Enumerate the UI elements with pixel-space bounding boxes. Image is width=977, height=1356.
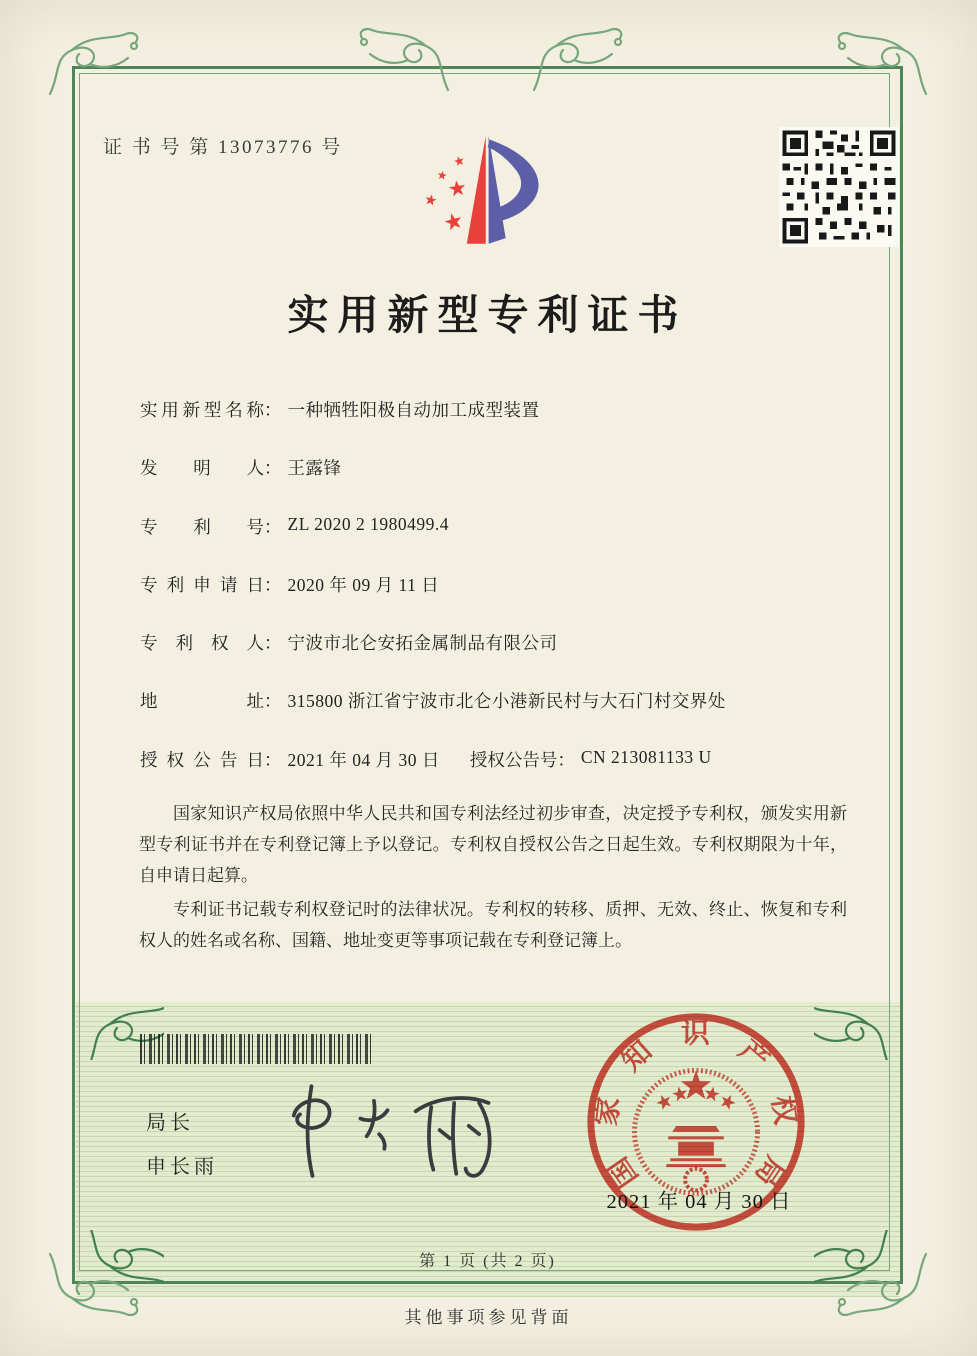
field-colon: ： [264, 633, 282, 654]
back-note: 其他事项参见背面 [404, 1308, 573, 1327]
qr-code [779, 127, 899, 247]
seal-arc-text: 国家知识产权局 [590, 1017, 802, 1194]
field-row-grant [140, 747, 852, 805]
field-value: 2020 年 09 月 11 日 [287, 574, 440, 595]
field-label: 专利号 [140, 516, 264, 537]
field-label: 地址 [140, 691, 264, 712]
legal-paragraph: 专利证书记载专利权登记时的法律状况。专利权的转移、质押、无效、终止、恢复和专利权人的姓名或名称、国籍、地址变更等事项记载在专利登记簿上。 [139, 900, 847, 951]
field-value: 宁波市北仑安拓金属制品有限公司 [287, 633, 558, 654]
field-label: 发明人 [140, 458, 264, 479]
field-colon: ： [264, 458, 282, 479]
field-colon: ： [264, 400, 282, 420]
panel-flourish-icon [814, 1004, 894, 1060]
field-colon: ： [264, 516, 282, 537]
barcode [140, 1034, 372, 1064]
field-value: 王露锋 [287, 458, 342, 479]
field-colon: ： [264, 749, 282, 770]
fields-block [140, 397, 852, 805]
corner-flourish-icon [46, 30, 146, 100]
field-row-patent-no [140, 514, 852, 572]
field-label: 授权公告日 [140, 749, 264, 770]
grant-date: 2021 年 04 月 30 日 [606, 1191, 792, 1213]
top-flourish-icon [530, 26, 630, 96]
field-colon: ： [264, 574, 282, 595]
field-label: 专利申请日 [140, 574, 264, 595]
legal-text-block [139, 798, 847, 960]
field-row-filing-date [140, 572, 852, 630]
field-label: 授权公告号 [469, 749, 558, 770]
commissioner-title: 局长 [146, 1112, 194, 1134]
field-label: 实用新型名称 [140, 400, 264, 420]
field-value: 2021 年 04 月 30 日 [287, 749, 440, 770]
corner-flourish-icon [830, 30, 930, 100]
field-value: 315800 浙江省宁波市北仑小港新民村与大石门村交界处 [287, 691, 726, 712]
certificate-number: 证 书 号 第 13073776 号 [103, 137, 343, 158]
field-colon: ： [264, 691, 282, 712]
national-emblem-icon [635, 1070, 758, 1193]
field-value: 一种牺牲阳极自动加工成型装置 [287, 400, 540, 420]
field-value: CN 213081133 U [580, 746, 712, 767]
cnipa-patent-logo-icon [398, 130, 583, 258]
page-number: 第 1 页 (共 2 页) [419, 1253, 556, 1270]
field-row-name [140, 397, 852, 455]
legal-paragraph: 国家知识产权局依照中华人民共和国专利法经过初步审查，决定授予专利权，颁发实用新型专利证书并在专利登记簿上予以登记。专利权自授权公告之日起生效。专利权期限为十年，自申请日起算。 [139, 804, 847, 886]
field-label: 专利权人 [140, 633, 264, 654]
certificate-title: 实用新型专利证书 [287, 292, 688, 338]
field-row-inventor [140, 455, 852, 513]
field-colon: ： [557, 749, 575, 770]
field-row-patentee [140, 630, 852, 688]
commissioner-name: 申长雨 [146, 1156, 218, 1178]
field-row-address [140, 688, 852, 746]
top-flourish-icon [352, 26, 452, 96]
commissioner-signature [275, 1070, 525, 1188]
field-value: ZL 2020 2 1980499.4 [287, 513, 449, 534]
